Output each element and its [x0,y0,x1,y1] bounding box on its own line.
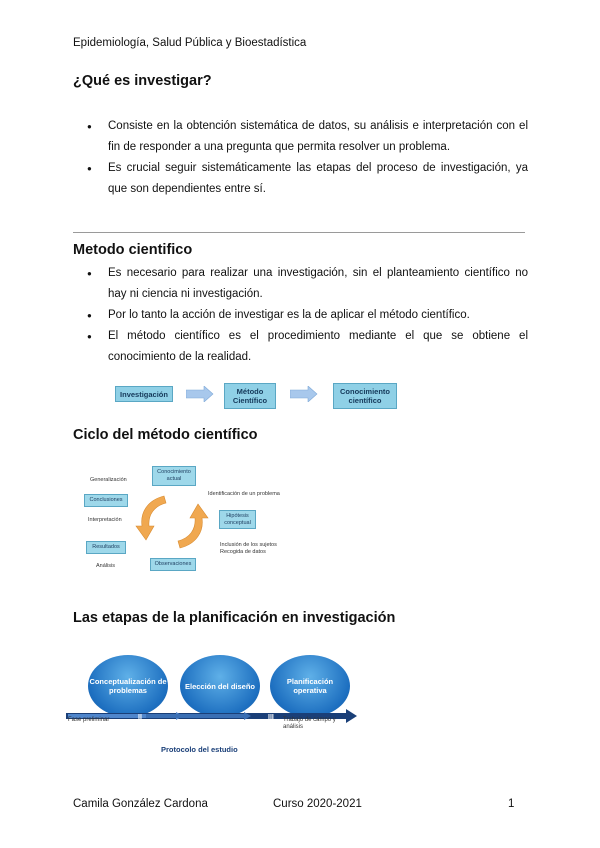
cycle-label-analisis: Análisis [96,563,115,569]
section2-bullet-list [73,263,528,368]
phase-label-trabajo-campo: Trabajo de campo y análisis [283,717,336,730]
section1-bullet-list [73,116,528,200]
footer-page-number: 1 [508,798,515,810]
stage-circle-eleccion: Elección del diseño [180,655,260,717]
section-title-ciclo: Ciclo del método científico [73,427,258,443]
list-item: ● Consiste en la obtención sistemática de datos, su análisis e interpretación con el fin de responder a una pregunta que permita resolver un problema. [73,116,528,158]
stage-circle-planificacion: Planificación operativa [270,655,350,717]
section-title-etapas: Las etapas de la planificación en investigación [73,610,396,626]
cycle-box-observaciones: Observaciones [150,558,196,571]
list-item: ● Por lo tanto la acción de investigar es la de aplicar el método científico. [73,305,528,326]
flow-arrow-icon [186,386,214,402]
section-title-que-es-investigar: ¿Qué es investigar? [73,73,212,89]
cycle-label-inclusion: Inclusión de los sujetos [220,542,277,548]
cycle-box-hipotesis: Hipótesis conceptual [219,510,256,529]
cycle-label-generalizacion: Generalización [90,477,127,483]
cycle-label-interpretacion: Interpretación [88,517,122,523]
section-title-metodo-cientifico: Metodo cientifico [73,242,193,258]
document-header: Epidemiología, Salud Pública y Bioestadística [73,37,307,49]
footer-author: Camila González Cardona [73,798,208,810]
section-divider [73,232,525,233]
flow-box-metodo-cientifico: Método Científico [224,383,276,409]
stage-circle-conceptualizacion: Conceptualización de problemas [88,655,168,717]
cycle-arrows-icon [134,490,210,554]
protocol-label: Protocolo del estudio [161,745,238,754]
flow-arrow-icon [290,386,318,402]
timeline-marker-iii: III [268,714,274,721]
timeline-marker-ii: II [138,714,142,721]
cycle-box-resultados: Resultados [86,541,126,554]
flow-box-conocimiento-cientifico: Conocimiento científico [333,383,397,409]
footer-course: Curso 2020-2021 [273,798,362,810]
cycle-box-conclusiones: Conclusiones [84,494,128,507]
cycle-box-conocimiento-actual: Conocimiento actual [152,466,196,486]
list-item: ● Es crucial seguir sistemáticamente las etapas del proceso de investigación, ya que son dependientes entre sí. [73,158,528,200]
phase-label-preliminar: Fase preliminar [68,717,110,723]
list-item: ● Es necesario para realizar una investigación, sin el planteamiento científico no hay ni ciencia ni investigación. [73,263,528,305]
flow-box-investigacion: Investigación [115,386,173,402]
cycle-label-recogida: Recogida de datos [220,549,266,555]
cycle-label-identificacion: Identificación de un problema [208,491,280,497]
list-item: ● El método científico es el procedimiento mediante el que se obtiene el conocimiento de la realidad. [73,326,528,368]
